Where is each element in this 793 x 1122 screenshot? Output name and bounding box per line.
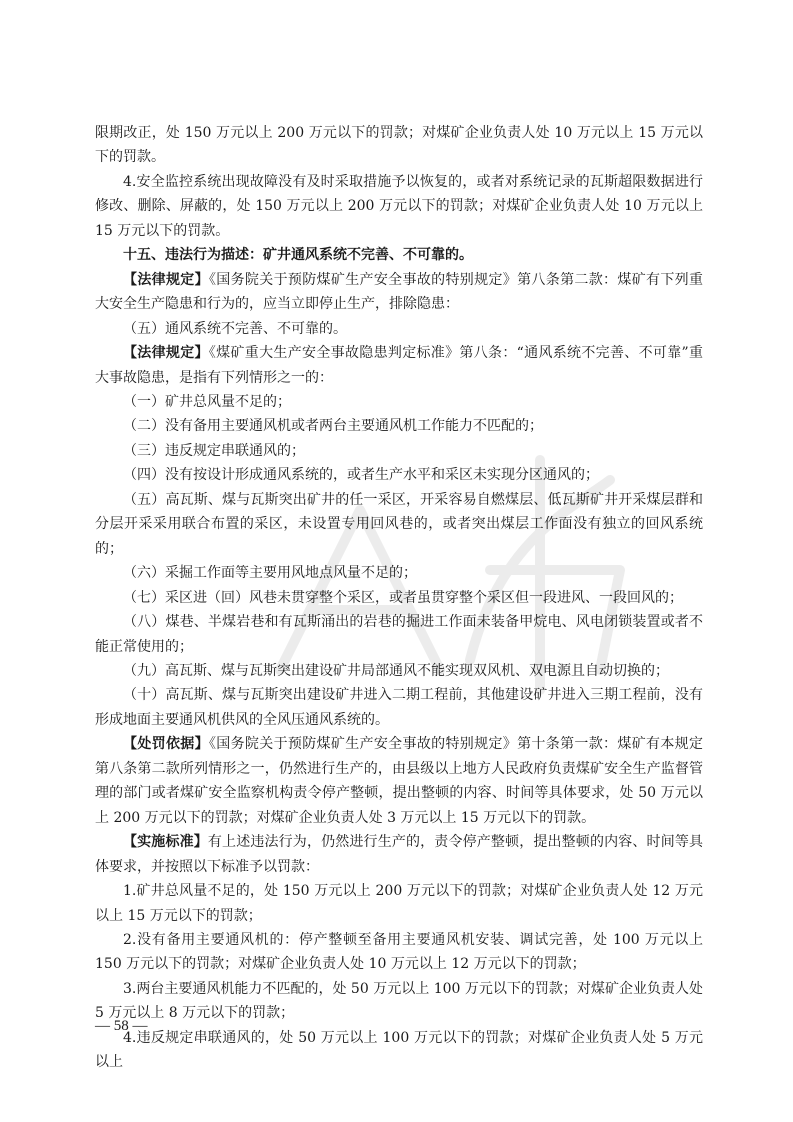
paragraph bbox=[95, 586, 703, 610]
paragraph bbox=[95, 170, 703, 243]
paragraph-text: 2.没有备用主要通风机的：停产整顿至备用主要通风机安装、调试完善，处 100 万元以上 150 万元以下的罚款；对煤矿企业负责人处 10 万元以上 12 万元以下的罚款； bbox=[95, 931, 703, 973]
paragraph bbox=[95, 268, 703, 317]
paragraph bbox=[95, 683, 703, 732]
paragraph bbox=[95, 317, 703, 341]
clause-tag: 【实施标准】 bbox=[123, 834, 208, 851]
paragraph-text: （五）高瓦斯、煤与瓦斯突出矿井的任一采区，开采容易自燃煤层、低瓦斯矿井开采煤层群和分层开采采用联合布置的采区，未设置专用回风巷的，或者突出煤层工作面没有独立的回风系统的； bbox=[95, 491, 703, 557]
paragraph bbox=[95, 879, 703, 928]
clause-tag: 【法律规定】 bbox=[123, 271, 209, 288]
document-body bbox=[95, 121, 703, 1075]
paragraph-text: 4.违反规定串联通风的，处 50 万元以上 100 万元以下的罚款；对煤矿企业负责人处 5 万元以上 bbox=[95, 1029, 703, 1071]
clause-tag: 【处罚依据】 bbox=[123, 736, 209, 753]
paragraph-text: 十五、违法行为描述：矿井通风系统不完善、不可靠的。 bbox=[123, 247, 473, 264]
paragraph-text: 《国务院关于预防煤矿生产安全事故的特别规定》第八条第二款：煤矿有下列重大安全生产隐患和行为的，应当立即停止生产，排除隐患： bbox=[95, 271, 704, 313]
paragraph-text: （二）没有备用主要通风机或者两台主要通风机工作能力不匹配的； bbox=[123, 418, 543, 435]
clause-tag: 【法律规定】 bbox=[123, 345, 209, 362]
paragraph-text: （三）违反规定串联通风的； bbox=[123, 442, 305, 459]
paragraph bbox=[95, 732, 703, 830]
paragraph bbox=[95, 561, 703, 585]
paragraph-text: 《国务院关于预防煤矿生产安全事故的特别规定》第十条第一款：煤矿有本规定第八条第二款所列情形之一，仍然进行生产的，由县级以上地方人民政府负责煤矿安全生产监督管理的部门或者煤矿安全监察机构责令停产整顿，提出整顿的内容、时间等具体要求，处 50 万元以上 200 万元以下的罚款；对煤矿企业负责人处 3 万元以上 15 万元以下的罚款。 bbox=[95, 736, 704, 826]
paragraph bbox=[95, 659, 703, 683]
paragraph-text: 限期改正，处 150 万元以上 200 万元以下的罚款；对煤矿企业负责人处 10 万元以上 15 万元以下的罚款。 bbox=[95, 125, 703, 166]
paragraph-text: 4.安全监控系统出现故障没有及时采取措施予以恢复的，或者对系统记录的瓦斯超限数据进行修改、删除、屏蔽的，处 150 万元以上 200 万元以下的罚款；对煤矿企业负责人处 10 万元以上 15 万元以下的罚款。 bbox=[95, 173, 703, 239]
paragraph bbox=[95, 390, 703, 414]
paragraph-text: 有上述违法行为，仍然进行生产的，责令停产整顿，提出整顿的内容、时间等具体要求，并按照以下标准予以罚款： bbox=[95, 834, 704, 875]
paragraph-text: （六）采掘工作面等主要用风地点风量不足的； bbox=[123, 565, 417, 582]
paragraph bbox=[95, 414, 703, 438]
paragraph bbox=[95, 488, 703, 561]
paragraph-text: 3.两台主要通风机能力不匹配的，处 50 万元以上 100 万元以下的罚款；对煤矿企业负责人处 5 万元以上 8 万元以下的罚款； bbox=[95, 980, 703, 1022]
paragraph bbox=[95, 977, 703, 1026]
section-heading bbox=[95, 243, 703, 267]
paragraph-text: （九）高瓦斯、煤与瓦斯突出建设矿井局部通风不能实现双风机、双电源且自动切换的； bbox=[123, 662, 669, 679]
paragraph-text: （一）矿井总风量不足的； bbox=[123, 393, 291, 410]
paragraph-text: （八）煤巷、半煤岩巷和有瓦斯涌出的岩巷的掘进工作面未装备甲烷电、风电闭锁装置或者不能正常使用的； bbox=[95, 614, 703, 655]
paragraph-text: （七）采区进（回）风巷未贯穿整个采区，或者虽贯穿整个采区但一段进风、一段回风的； bbox=[123, 589, 683, 606]
paragraph-text: 《煤矿重大生产安全事故隐患判定标准》第八条：“通风系统不完善、不可靠”重大事故隐患，是指有下列情形之一的： bbox=[95, 345, 704, 386]
paragraph bbox=[95, 341, 703, 390]
page-number: — 58 — bbox=[95, 1018, 148, 1034]
paragraph bbox=[95, 121, 703, 170]
paragraph-text: （十）高瓦斯、煤与瓦斯突出建设矿井进入二期工程前，其他建设矿井进入三期工程前，没有形成地面主要通风机供风的全风压通风系统的。 bbox=[95, 687, 703, 728]
paragraph-text: （五）通风系统不完善、不可靠的。 bbox=[123, 320, 347, 337]
paragraph bbox=[95, 463, 703, 487]
paragraph-text: （四）没有按设计形成通风系统的，或者生产水平和采区未实现分区通风的； bbox=[123, 467, 599, 484]
paragraph bbox=[95, 830, 703, 879]
paragraph bbox=[95, 1026, 703, 1075]
paragraph bbox=[95, 610, 703, 659]
paragraph-text: 1.矿井总风量不足的，处 150 万元以上 200 万元以下的罚款；对煤矿企业负责人处 12 万元以上 15 万元以下的罚款； bbox=[95, 883, 703, 924]
paragraph bbox=[95, 439, 703, 463]
paragraph bbox=[95, 928, 703, 977]
